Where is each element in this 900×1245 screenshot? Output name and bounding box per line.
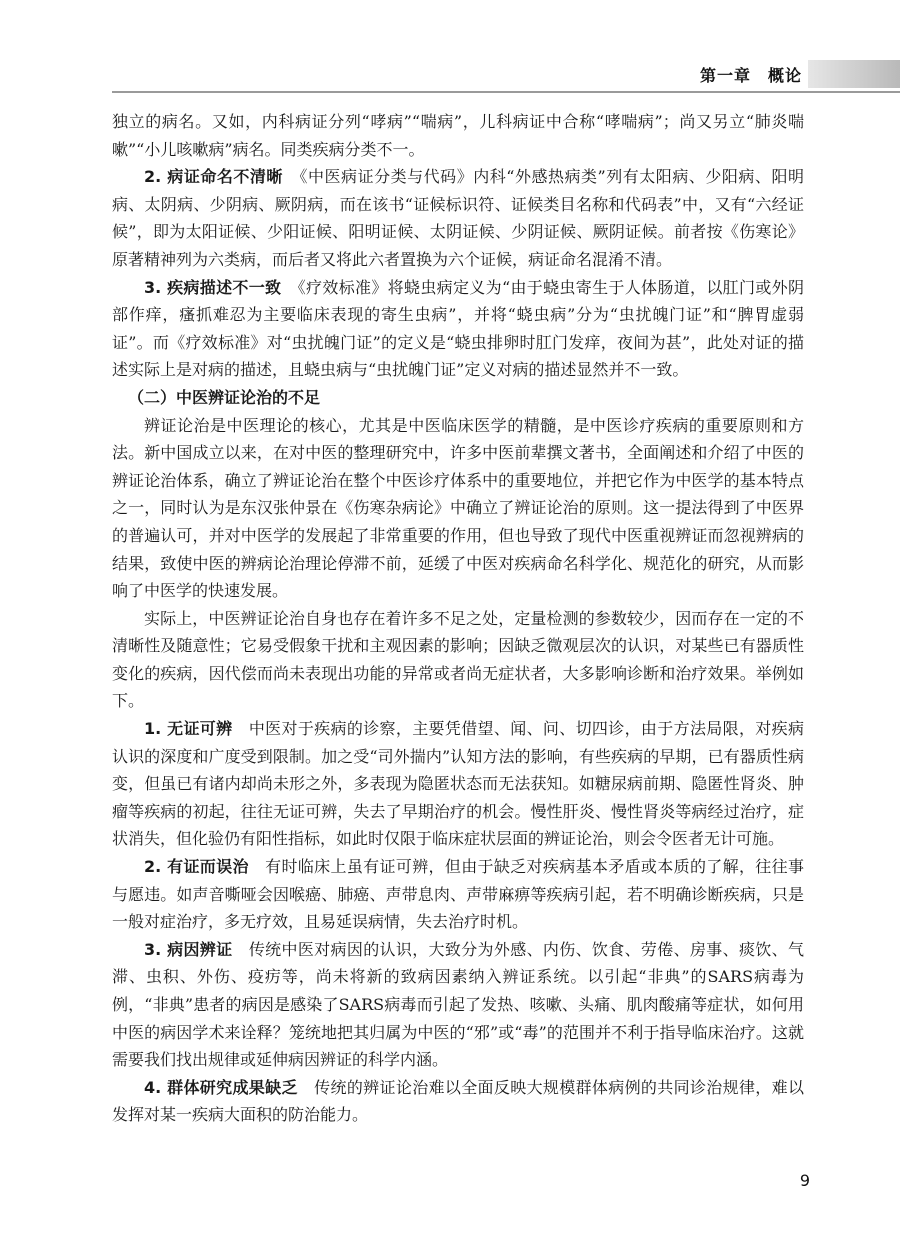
item-label: 2. 病证命名不清晰 — [144, 167, 283, 187]
paragraph-body — [112, 605, 804, 715]
section-heading: （二）中医辨证论治的不足 — [128, 387, 321, 407]
page-body — [112, 108, 804, 1129]
header-rule — [112, 91, 900, 93]
paragraph-item-no-evidence — [112, 715, 804, 853]
paragraph-item-etiology — [112, 936, 804, 1074]
item-label: 2. 有证而误治 — [144, 857, 249, 877]
paragraph-item-naming — [112, 163, 804, 273]
header-shade-bar — [808, 60, 900, 88]
paragraph-text: 传统的辨证论治难以全面反映大规模群体病例的共同诊治规律，难以发挥对某一疾病大面积的防治能力。 — [112, 1077, 804, 1125]
paragraph-text: 辨证论治是中医理论的核心，尤其是中医临床医学的精髓，是中医诊疗疾病的重要原则和方法。新中国成立以来，在对中医的整理研究中，许多中医前辈撰文著书，全面阐述和介绍了中医的辨证论治体系，确立了辨证论治在整个中医诊疗体系中的重要地位，并把它作为中医学的基本特点之一，同时认为是东汉张仲景在《伤寒杂病论》中确立了辨证论治的原则。这一提法得到了中医界的普遍认可，并对中医学的发展起了非常重要的作用，但也导致了现代中医重视辨证而忽视辨病的结果，致使中医的辨病论治理论停滞不前，延缓了中医对疾病命名科学化、规范化的研究，从而影响了中医学的快速发展。 — [112, 415, 804, 601]
item-label: 4. 群体研究成果缺乏 — [144, 1077, 298, 1097]
item-label: 1. 无证可辨 — [144, 719, 233, 739]
paragraph-item-group-research — [112, 1074, 804, 1129]
paragraph-text: 《疗效标准》将蛲虫病定义为“由于蛲虫寄生于人体肠道，以肛门或外阴部作痒，瘙抓难忍为主要临床表现的寄生虫病”，并将“蛲虫病”分为“虫扰魄门证”和“脾胃虚弱证”。而《疗效标准》对“虫扰魄门证”的定义是“蛲虫排卵时肛门发痒，夜间为甚”，此处对证的描述实际上是对病的描述，且蛲虫病与“虫扰魄门证”定义对病的描述显然并不一致。 — [112, 277, 804, 380]
paragraph-text: 实际上，中医辨证论治自身也存在着许多不足之处，定量检测的参数较少，因而存在一定的不清晰性及随意性；它易受假象干扰和主观因素的影响；因缺乏微观层次的认识，对某些已有器质性变化的疾病，因代偿而尚未表现出功能的异常或者尚无症状者，大多影响诊断和治疗效果。举例如下。 — [112, 608, 804, 711]
paragraph-item-description — [112, 274, 804, 384]
paragraph-text: 《中医病证分类与代码》内科“外感热病类”列有太阳病、少阳病、阳明病、太阴病、少阴病、厥阴病，而在该书“证候标识符、证候类目名称和代码表”中，又有“六经证候”，即为太阳证候、少阳证候、阳明证候、太阴证候、少阴证候、厥阴证候。前者按《伤寒论》原著精神列为六类病，而后者又将此六者置换为六个证候，病证命名混淆不清。 — [112, 167, 804, 269]
paragraph-text: 传统中医对病因的认识，大致分为外感、内伤、饮食、劳倦、房事、痰饮、气滞、虫积、外伤、疫疠等，尚未将新的致病因素纳入辨证系统。以引起“非典”的SARS病毒为例，“非典”患者的病因是感染了SARS病毒而引起了发热、咳嗽、头痛、肌肉酸痛等症状，如何用中医的病因学术来诠释？笼统地把其归属为中医的“邪”或“毒”的范围并不利于指导临床治疗。这就需要我们找出规律或延伸病因辨证的科学内涵。 — [112, 939, 804, 1070]
item-label: 3. 疾病描述不一致 — [144, 277, 282, 297]
item-label: 3. 病因辨证 — [144, 939, 233, 959]
paragraph-continuation — [112, 108, 804, 163]
paragraph-item-mistreatment — [112, 853, 804, 936]
paragraph-text: 有时临床上虽有证可辨，但由于缺乏对疾病基本矛盾或本质的了解，往往事与愿违。如声音嘶哑会因喉癌、肺癌、声带息肉、声带麻痹等疾病引起，若不明确诊断疾病，只是一般对症治疗，多无疗效，且易延误病情，失去治疗时机。 — [112, 857, 804, 932]
chapter-title: 第一章 概论 — [699, 66, 802, 85]
paragraph-text: 独立的病名。又如，内科病证分列“哮病”“喘病”，儿科病证中合称“哮喘病”；尚又另立“肺炎喘嗽”“小儿咳嗽病”病名。同类疾病分类不一。 — [112, 112, 804, 159]
page-number: 9 — [799, 1171, 810, 1190]
running-header — [0, 60, 900, 92]
paragraph-text: 中医对于疾病的诊察，主要凭借望、闻、问、切四诊，由于方法局限，对疾病认识的深度和广度受到限制。加之受“司外揣内”认知方法的影响，有些疾病的早期，已有器质性病变，但虽已有诸内却尚未形之外，多表现为隐匿状态而无法获知。如糖尿病前期、隐匿性肾炎、肿瘤等疾病的初起，往往无证可辨，失去了早期治疗的机会。慢性肝炎、慢性肾炎等病经过治疗，症状消失，但化验仍有阳性指标，如此时仅限于临床症状层面的辨证论治，则会令医者无计可施。 — [112, 719, 804, 849]
paragraph-body — [112, 412, 804, 605]
